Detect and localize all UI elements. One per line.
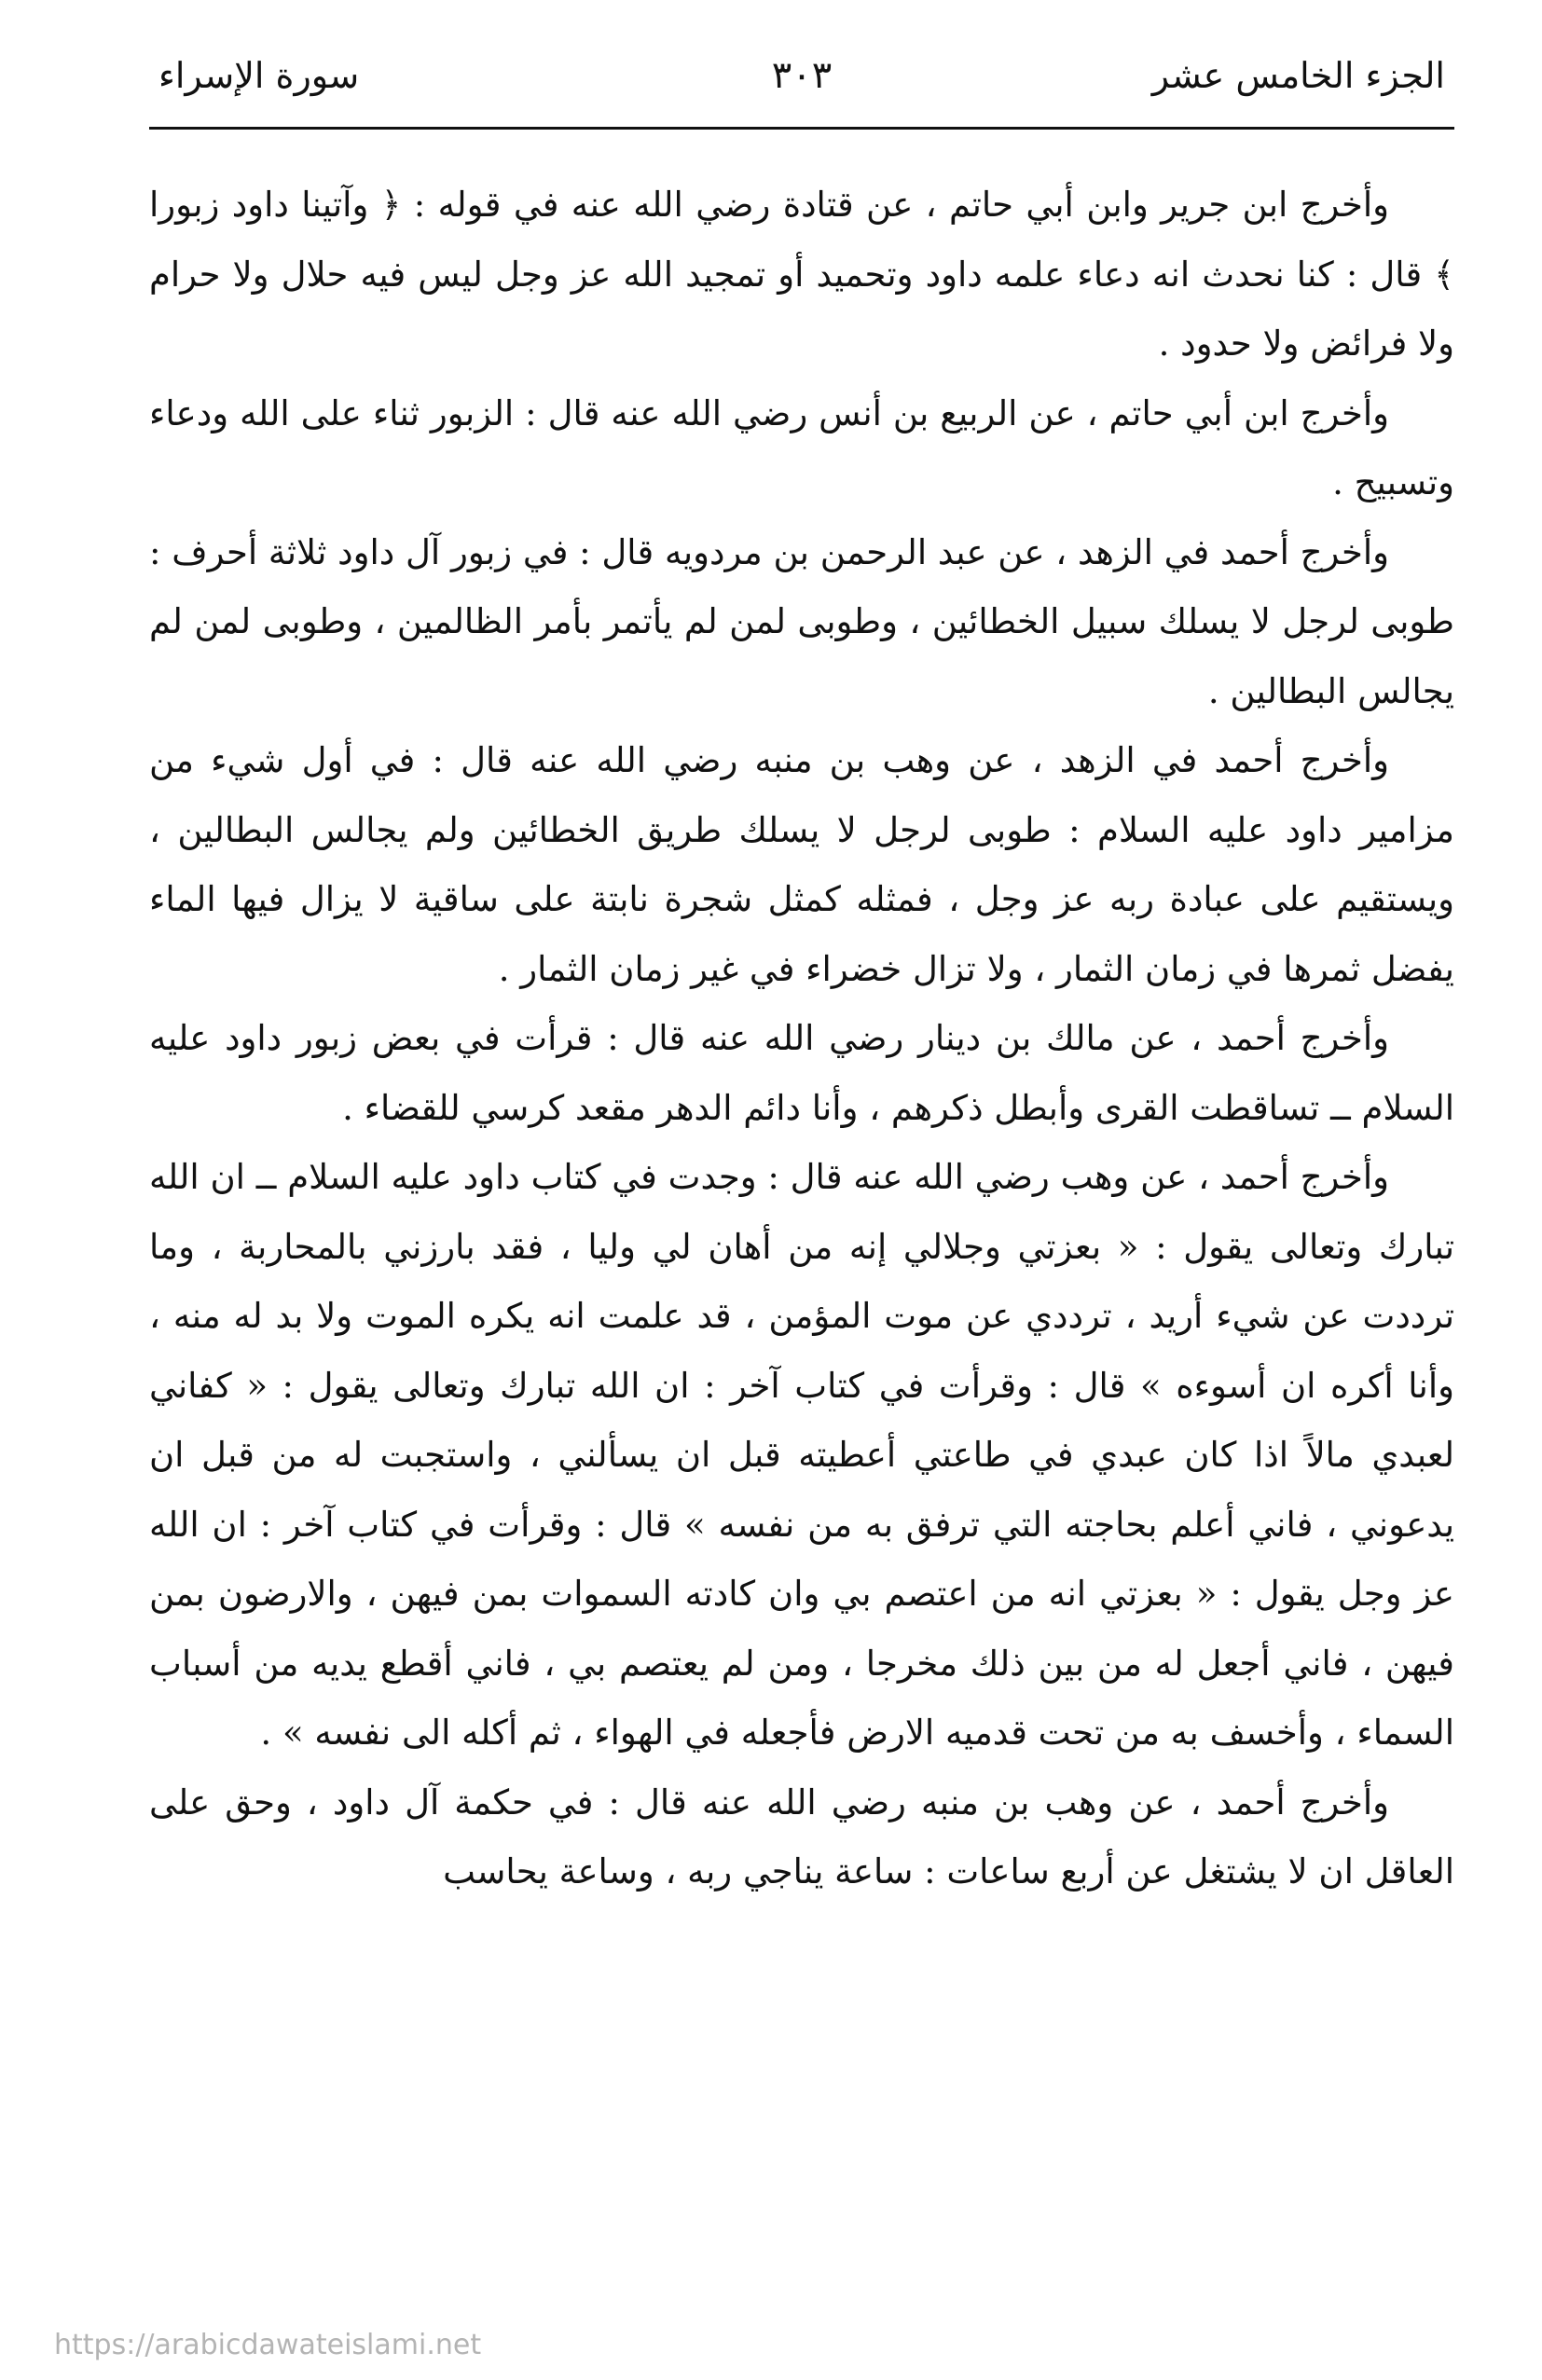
page-body bbox=[149, 171, 1454, 1907]
paragraph-6: وأخرج أحمد ، عن وهب رضي الله عنه قال : وجدت في كتاب داود عليه السلام ــ ان الله تبارك وتعالى يقول : « بعزتي وجلالي إنه من أهان لي وليا ، فقد بارزني بالمحاربة ، وما ترددت عن شيء أريد ، ترددي عن موت المؤمن ، قد علمت انه يكره الموت ولا بد له منه ، وأنا أكره ان أسوءه » قال : وقرأت في كتاب آخر : ان الله تبارك وتعالى يقول : « كفاني لعبدي مالاً اذا كان عبدي في طاعتي أعطيته قبل ان يسألني ، واستجبت له من قبل ان يدعوني ، فاني أعلم بحاجته التي ترفق به من نفسه » قال : وقرأت في كتاب آخر : ان الله عز وجل يقول : « بعزتي انه من اعتصم بي وان كادته السموات بمن فيهن ، والارضون بمن فيهن ، فاني أجعل له من بين ذلك مخرجا ، ومن لم يعتصم بي ، فاني أقطع يديه من أسباب السماء ، وأخسف به من تحت قدميه الارض فأجعله في الهواء ، ثم أكله الى نفسه » . bbox=[149, 1157, 1454, 1753]
header-part-title: الجزء الخامس عشر bbox=[1151, 55, 1445, 96]
paragraph-5: وأخرج أحمد ، عن مالك بن دينار رضي الله عنه قال : قرأت في بعض زبور داود عليه السلام ــ تساقطت القرى وأبطل ذكرهم ، وأنا دائم الدهر مقعد كرسي للقضاء . bbox=[149, 1018, 1454, 1128]
header-surah-title: سورة الإسراء bbox=[158, 55, 360, 96]
paragraph-7: وأخرج أحمد ، عن وهب بن منبه رضي الله عنه قال : في حكمة آل داود ، وحق على العاقل ان لا يشتغل عن أربع ساعات : ساعة يناجي ربه ، وساعة يحاسب bbox=[149, 1782, 1454, 1892]
paragraph-3: وأخرج أحمد في الزهد ، عن عبد الرحمن بن مردويه قال : في زبور آل داود ثلاثة أحرف : طوبى لرجل لا يسلك سبيل الخطائين ، وطوبى لمن لم يأتمر بأمر الظالمين ، وطوبى لمن لم يجالس البطالين . bbox=[149, 531, 1454, 711]
watermark-url: https://arabicdawateislami.net bbox=[54, 2329, 482, 2361]
page-header bbox=[149, 37, 1454, 114]
header-rule bbox=[149, 127, 1454, 130]
paragraph-1: وأخرج ابن جرير وابن أبي حاتم ، عن قتادة رضي الله عنه في قوله : ﴿ وآتينا داود زبورا ﴾ قال : كنا نحدث انه دعاء علمه داود وتحميد أو تمجيد الله عز وجل ليس فيه حلال ولا حرام ولا فرائض ولا حدود . bbox=[149, 185, 1454, 364]
paragraph-4: وأخرج أحمد في الزهد ، عن وهب بن منبه رضي الله عنه قال : في أول شيء من مزامير داود عليه السلام : طوبى لرجل لا يسلك طريق الخطائين ولم يجالس البطالين ، ويستقيم على عبادة ربه عز وجل ، فمثله كمثل شجرة نابتة على ساقية لا يزال فيها الماء يفضل ثمرها في زمان الثمار ، ولا تزال خضراء في غير زمان الثمار . bbox=[149, 740, 1454, 989]
paragraph-2: وأخرج ابن أبي حاتم ، عن الربيع بن أنس رضي الله عنه قال : الزبور ثناء على الله ودعاء وتسبيح . bbox=[149, 392, 1454, 502]
header-page-number: ٣٠٣ bbox=[771, 54, 833, 97]
book-page bbox=[149, 37, 1454, 2312]
